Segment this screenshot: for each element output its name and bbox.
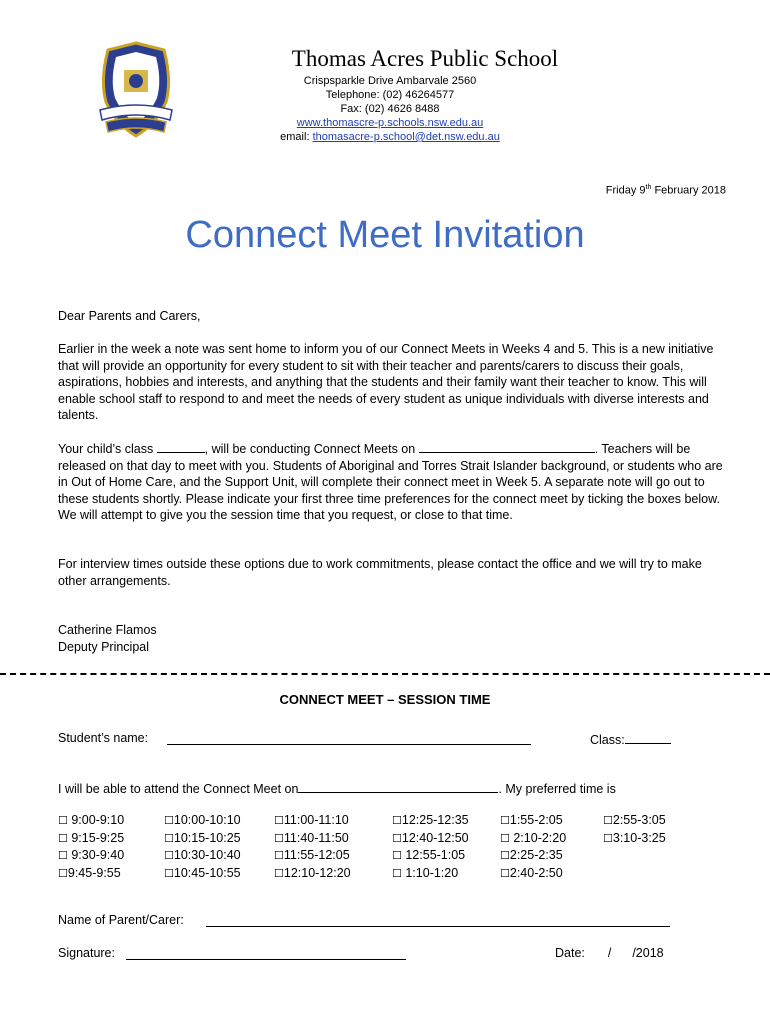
attend-date-field[interactable] <box>298 780 498 793</box>
time-option[interactable] <box>500 812 566 830</box>
time-label: 11:00-11:10 <box>283 813 349 827</box>
time-label: 10:30-10:40 <box>173 848 241 862</box>
checkbox-icon[interactable]: ☐ <box>392 815 402 827</box>
time-option[interactable] <box>274 847 351 865</box>
checkbox-icon[interactable]: ☐ <box>274 832 284 845</box>
time-label: 1:10-1:20 <box>405 865 459 880</box>
time-label: 10:00-10:10 <box>173 813 241 827</box>
attend-label: I will be able to attend the Connect Meet on <box>58 782 299 796</box>
time-option[interactable] <box>392 812 469 830</box>
time-label: 2:25-2:35 <box>509 848 563 862</box>
time-option[interactable] <box>500 847 566 865</box>
time-label: 2:55-3:05 <box>612 813 666 827</box>
form-date-separator: / <box>607 946 612 960</box>
parent-name-row <box>58 913 184 927</box>
checkbox-icon[interactable]: ☐ <box>500 850 510 862</box>
time-option[interactable] <box>164 847 241 865</box>
page-title: Connect Meet Invitation <box>185 214 585 256</box>
checkbox-icon[interactable]: ☐ <box>164 815 174 827</box>
time-label: 12:25-12:35 <box>401 813 469 827</box>
meet-date-blank[interactable] <box>419 440 595 453</box>
time-label: 11:40-11:50 <box>283 830 349 845</box>
class-row <box>590 731 671 747</box>
student-name-row <box>58 731 148 745</box>
time-option[interactable] <box>500 830 566 848</box>
time-option[interactable] <box>274 865 351 883</box>
time-label: 9:15-9:25 <box>71 830 125 845</box>
student-name-field[interactable] <box>167 732 531 745</box>
time-option[interactable] <box>603 830 666 848</box>
time-option[interactable] <box>392 865 469 883</box>
school-name: Thomas Acres Public School <box>291 46 559 71</box>
checkbox-icon[interactable]: ☐ <box>164 832 174 845</box>
class-blank[interactable] <box>157 440 205 453</box>
website-row <box>190 116 590 130</box>
time-label: 9:30-9:40 <box>71 848 125 862</box>
salutation: Dear Parents and Carers, <box>58 309 201 323</box>
checkbox-icon[interactable]: ☐ <box>164 850 174 862</box>
checkbox-icon[interactable]: ☐ <box>58 815 68 827</box>
checkbox-icon[interactable]: ☐ <box>274 815 284 827</box>
paragraph-other-times: For interview times outside these options due to work commitments, please contact the office and we will try to make other arrangements. <box>58 557 702 588</box>
signature-label: Signature: <box>58 946 115 960</box>
checkbox-icon[interactable]: ☐ <box>58 850 68 862</box>
time-label: 10:45-10:55 <box>173 865 241 880</box>
checkbox-icon[interactable]: ☐ <box>500 815 510 827</box>
form-date-label: Date: <box>555 946 585 960</box>
time-label: 12:40-12:50 <box>401 830 469 845</box>
website-link[interactable]: www.thomascre-p.schools.nsw.edu.au <box>296 117 484 129</box>
time-option[interactable] <box>58 847 124 865</box>
email-link[interactable]: thomasacre-p.school@det.nsw.edu.au <box>312 131 500 143</box>
form-date-year: /2018 <box>632 946 664 960</box>
checkbox-icon[interactable]: ☐ <box>164 867 174 880</box>
time-label: 1:55-2:05 <box>509 813 563 827</box>
cut-line <box>0 673 770 675</box>
time-label: 12:10-12:20 <box>283 865 351 880</box>
para2-part-a: Your child’s class <box>58 442 157 456</box>
checkbox-icon[interactable]: ☐ <box>392 850 402 862</box>
time-label: 3:10-3:25 <box>612 830 666 845</box>
time-label: 2:10-2:20 <box>513 830 567 845</box>
email-label: email: <box>280 131 310 143</box>
attend-row <box>58 780 616 796</box>
checkbox-icon[interactable]: ☐ <box>500 832 510 845</box>
time-column-5 <box>500 812 566 882</box>
time-option[interactable] <box>603 812 666 830</box>
time-label: 2:40-2:50 <box>509 865 563 880</box>
para2-part-c: . Teachers will be released on that day to meet with you. Students of Aboriginal and Torres Strait Islander background, or students who are in Out of Home Care, and the Support Unit, will complete their connect meet in Week 5. A separate note will go out to these students shortly. Please indicate your first three time preferences for the connect meet by ticking the boxes below. We will attempt to give you the session time that you request, or close to that time. <box>58 442 723 523</box>
email-row <box>190 130 590 144</box>
signatory-name: Catherine Flamos <box>58 623 157 637</box>
time-option[interactable] <box>274 812 351 830</box>
school-fax: Fax: (02) 4626 8488 <box>340 103 440 115</box>
class-label: Class: <box>590 733 625 747</box>
time-option[interactable] <box>274 830 351 848</box>
letter-date <box>606 184 726 197</box>
time-option[interactable] <box>164 830 241 848</box>
preferred-label: . My preferred time is <box>498 782 616 796</box>
time-option[interactable] <box>500 865 566 883</box>
school-telephone: Telephone: (02) 46264577 <box>325 89 455 101</box>
date-suffix: th <box>645 184 652 191</box>
school-address: Crispsparkle Drive Ambarvale 2560 <box>303 75 477 87</box>
checkbox-icon[interactable]: ☐ <box>274 850 284 862</box>
parent-name-field[interactable] <box>206 914 670 927</box>
date-month-year: February 2018 <box>651 184 726 197</box>
para2-part-b: , will be conducting Connect Meets on <box>204 442 419 456</box>
time-label: 10:15-10:25 <box>173 830 241 845</box>
time-label: 11:55-12:05 <box>283 848 350 862</box>
checkbox-icon[interactable]: ☐ <box>58 832 68 845</box>
student-name-label: Student’s name: <box>58 731 149 745</box>
time-label: 9:45-9:55 <box>67 865 121 880</box>
class-field[interactable] <box>625 731 671 744</box>
time-label: 12:55-1:05 <box>405 848 466 862</box>
checkbox-icon[interactable]: ☐ <box>500 867 510 880</box>
time-column-6 <box>603 812 666 847</box>
time-option[interactable] <box>392 847 469 865</box>
signature-row <box>58 946 115 960</box>
time-column-2 <box>164 812 241 882</box>
time-option[interactable] <box>164 865 241 883</box>
form-title: CONNECT MEET – SESSION TIME <box>279 692 491 707</box>
time-option[interactable] <box>58 812 124 830</box>
time-option[interactable] <box>392 830 469 848</box>
time-column-4 <box>392 812 469 882</box>
paragraph-intro: Earlier in the week a note was sent home to inform you of our Connect Meets in Weeks 4 and 5. This is a new initiative that will provide an opportunity for every student to sit with their teacher and parents/carers to discuss their goals, aspirations, hobbies and interests, and anything that the students and their family want their teacher to know. This will enable school staff to respond to and meet the needs of every student as unique individuals with diverse interests and talents. <box>58 342 714 423</box>
parent-name-label: Name of Parent/Carer: <box>58 913 184 927</box>
time-option[interactable] <box>164 812 241 830</box>
time-option[interactable] <box>58 830 124 848</box>
signatory-role: Deputy Principal <box>58 640 150 654</box>
checkbox-icon[interactable]: ☐ <box>392 867 402 880</box>
checkbox-icon[interactable]: ☐ <box>274 867 284 880</box>
signature-field[interactable] <box>126 947 406 960</box>
paragraph-class-info <box>58 440 726 524</box>
checkbox-icon[interactable]: ☐ <box>603 832 613 845</box>
checkbox-icon[interactable]: ☐ <box>392 832 402 845</box>
form-date-row[interactable] <box>555 946 664 960</box>
date-day: Friday 9 <box>605 184 646 197</box>
checkbox-icon[interactable]: ☐ <box>58 867 68 880</box>
time-label: 9:00-9:10 <box>71 813 125 827</box>
time-column-1 <box>58 812 124 882</box>
time-column-3 <box>274 812 351 882</box>
time-option[interactable] <box>58 865 124 883</box>
checkbox-icon[interactable]: ☐ <box>603 815 613 827</box>
